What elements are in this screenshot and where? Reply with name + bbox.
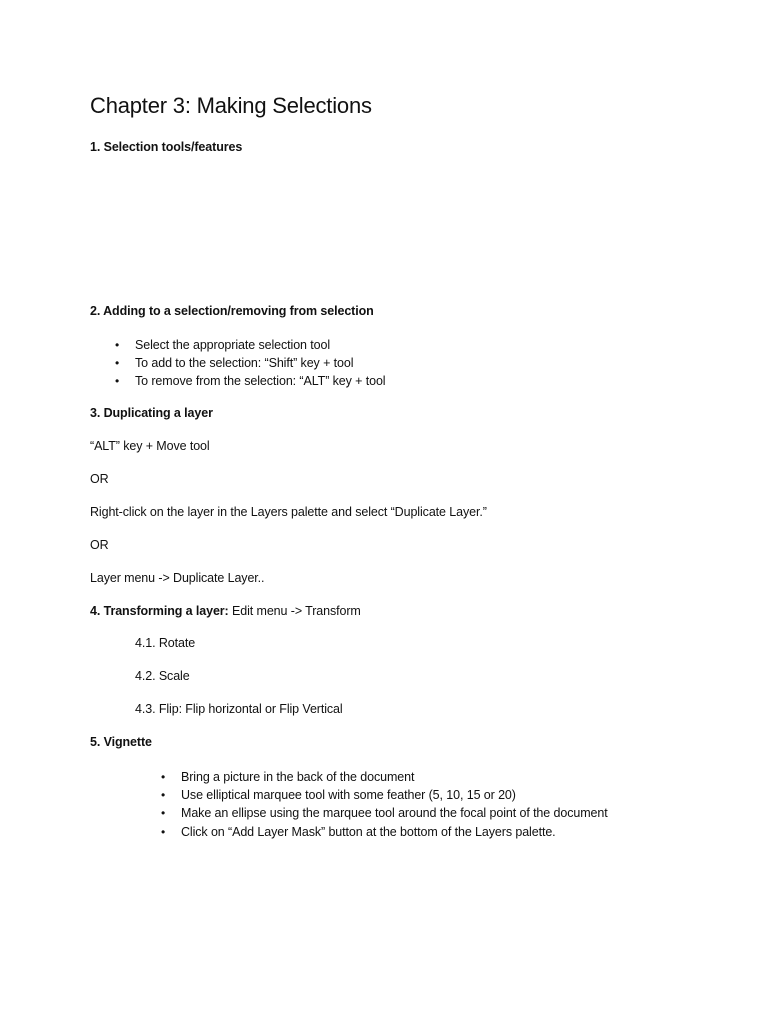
section-5-heading: 5. Vignette [90,735,152,749]
section-1-heading: 1. Selection tools/features [90,140,243,154]
section-4-heading-bold: 4. Transforming a layer: [90,604,229,618]
page-title: Chapter 3: Making Selections [90,93,372,118]
bullet-icon: • [115,338,120,352]
bullet-icon: • [115,356,120,371]
section-2-heading: 2. Adding to a selection/removing from selection [90,304,374,318]
transform-rotate: 4.1. Rotate [135,636,196,650]
transform-flip: 4.3. Flip: Flip horizontal or Flip Vertical [135,702,343,716]
duplicate-method-1: “ALT” key + Move tool [90,439,210,453]
bullet-icon: • [161,824,166,839]
section-4-heading [90,604,361,618]
list-item-text: Click on “Add Layer Mask” button at the bottom of the Layers palette. [181,824,556,839]
list-item [161,786,608,804]
list-item [115,336,385,354]
list-item-text: To remove from the selection: “ALT” key + tool [135,374,386,389]
duplicate-method-3: Layer menu -> Duplicate Layer.. [90,571,265,585]
list-item [161,823,608,841]
or-separator-1: OR [90,472,109,486]
section-5-bullet-list [161,768,608,841]
or-separator-2: OR [90,538,109,552]
list-item-text: Select the appropriate selection tool [135,338,331,352]
list-item [161,804,608,822]
transform-scale: 4.2. Scale [135,669,190,683]
list-item-text: Make an ellipse using the marquee tool around the focal point of the document [181,806,608,821]
section-3-heading: 3. Duplicating a layer [90,406,213,420]
list-item-text: Bring a picture in the back of the document [181,770,415,784]
list-item [115,354,385,372]
list-item-text: Use elliptical marquee tool with some feather (5, 10, 15 or 20) [181,788,516,803]
list-item-text: To add to the selection: “Shift” key + tool [135,356,354,371]
duplicate-method-2: Right-click on the layer in the Layers palette and select “Duplicate Layer.” [90,505,487,519]
bullet-icon: • [161,788,166,803]
list-item [115,372,386,390]
bullet-icon: • [161,806,166,821]
bullet-icon: • [115,374,120,389]
section-2-bullet-list [115,336,386,391]
bullet-icon: • [161,770,166,784]
list-item [161,768,608,786]
section-4-heading-rest: Edit menu -> Transform [228,604,361,618]
